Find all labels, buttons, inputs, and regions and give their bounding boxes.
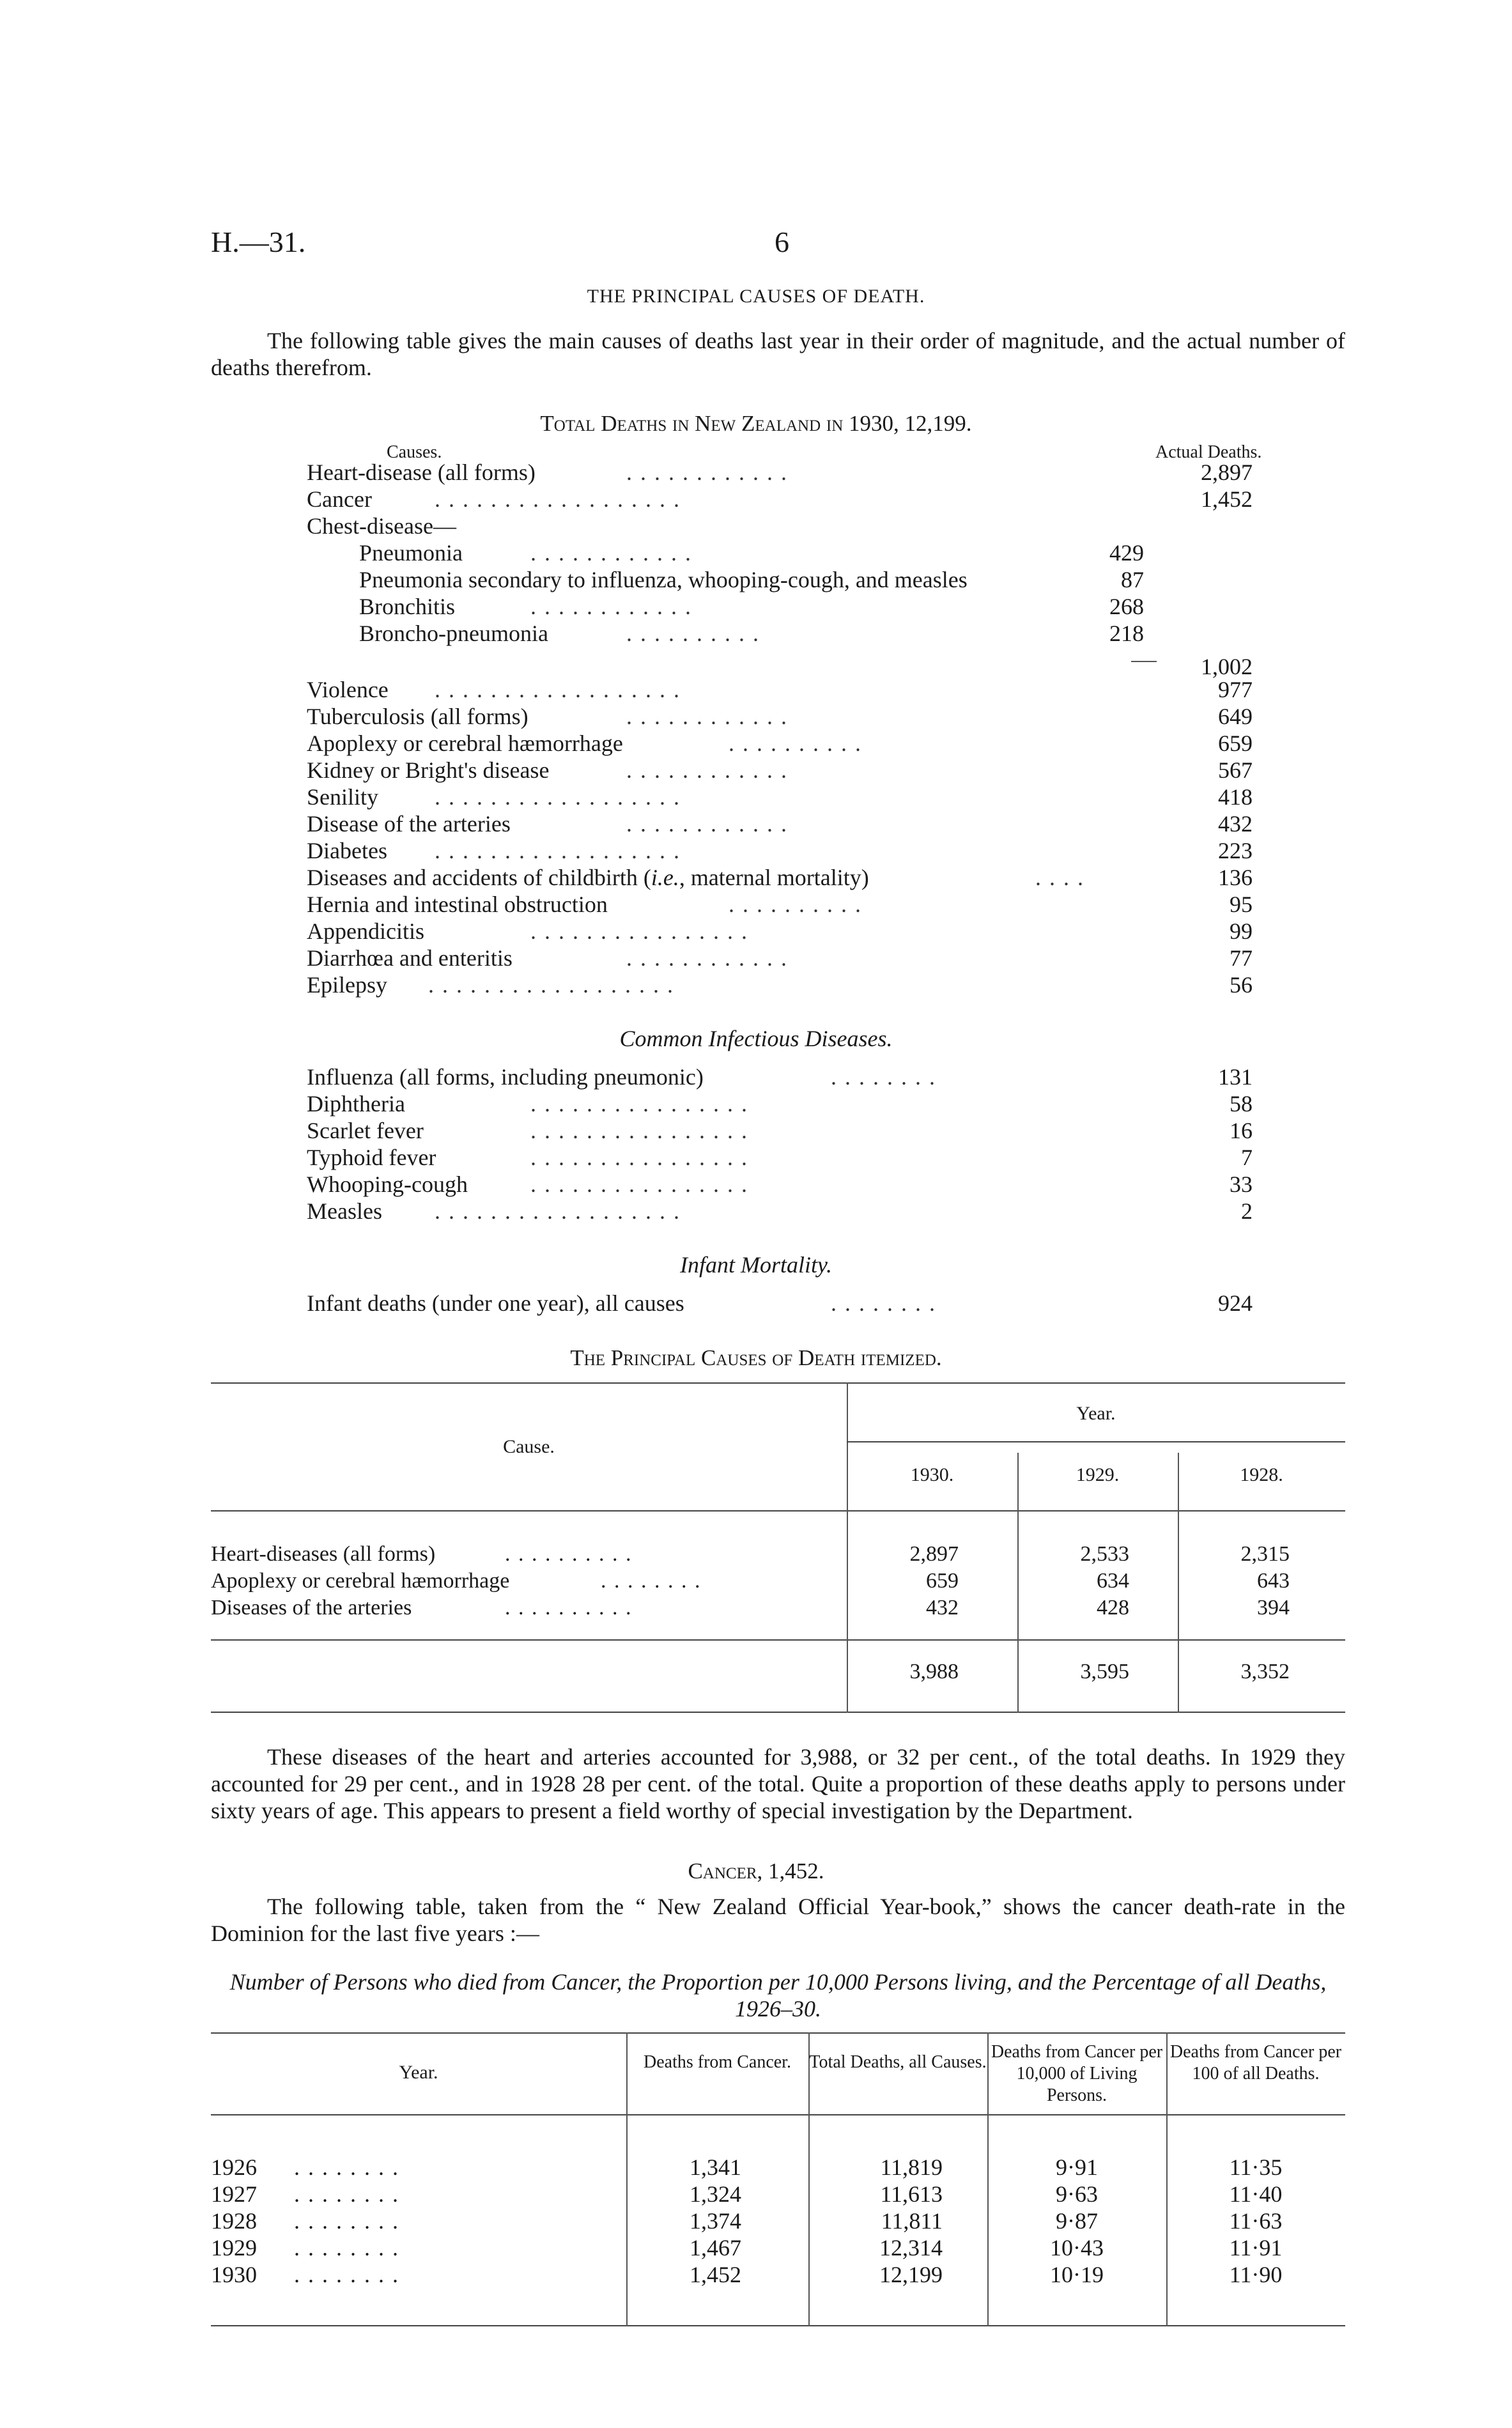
itemized-total: 3,988	[909, 1660, 959, 1683]
cause-value: 99	[1230, 918, 1253, 944]
cause-label: Hernia and intestinal obstruction	[307, 892, 608, 917]
cause-value: 56	[1230, 972, 1253, 998]
leader-dots: . . . . . . . . . .	[626, 621, 760, 646]
leader-dots: . . . . . . . . . . . . . . . . . .	[435, 677, 681, 702]
actual-deaths-column-header: Actual Deaths.	[1155, 442, 1262, 462]
total-deaths-value: 12,314	[879, 2235, 943, 2261]
rate-per-100-value: 11·91	[1229, 2235, 1283, 2261]
infectious-row	[307, 1144, 1253, 1171]
cause-row	[307, 757, 1253, 784]
cause-label: Scarlet fever	[307, 1118, 424, 1143]
cause-label: Heart-disease (all forms)	[307, 460, 536, 485]
cancer-year: 1930	[211, 2262, 257, 2287]
cause-row	[307, 945, 1253, 971]
cause-subrow	[307, 620, 1253, 647]
cancer-table	[211, 2032, 1345, 2326]
rate-per-10000-value: 10·19	[1050, 2262, 1104, 2287]
itemized-table	[211, 1382, 1345, 1713]
cause-value: 16	[1230, 1118, 1253, 1143]
cause-value: 924	[1218, 1290, 1253, 1316]
itemized-value: 643	[1257, 1569, 1290, 1593]
rate-per-10000-column-header: Deaths from Cancer per 10,000 of Living Persons.	[991, 2042, 1163, 2105]
cause-value: 33	[1230, 1171, 1253, 1197]
leader-dots: . . . . . . . . . .	[505, 1542, 633, 1566]
cancer-year: 1928	[211, 2208, 257, 2234]
cause-row	[307, 837, 1253, 864]
label-part: , maternal mortality)	[679, 865, 869, 890]
cancer-deaths-column-header: Deaths from Cancer.	[644, 2052, 791, 2072]
label-part: Diseases and accidents of childbirth (	[307, 865, 651, 890]
leader-dots: . . . . . . . . . . . . . . . . . .	[435, 784, 681, 810]
total-deaths-value: 12,199	[879, 2262, 943, 2287]
year-column-header: Year.	[399, 2062, 438, 2083]
cause-label: Measles	[307, 1198, 382, 1224]
cause-value: 659	[1218, 731, 1253, 756]
year-header-1928: 1928.	[1240, 1464, 1283, 1485]
cause-value: 567	[1218, 757, 1253, 783]
cancer-table-caption: Number of Persons who died from Cancer, the Proportion per 10,000 Persons living, and the Percentage of all Deaths, 1926–30.	[229, 1969, 1327, 2022]
cause-value: 136	[1218, 865, 1253, 890]
year-header-1930: 1930.	[910, 1464, 954, 1485]
itemized-row-label: Diseases of the arteries	[211, 1596, 412, 1620]
rate-per-100-value: 11·35	[1229, 2154, 1283, 2180]
leader-dots: . . . . . . . .	[831, 1064, 936, 1090]
page-number: 6	[775, 226, 789, 258]
cause-label: Epilepsy	[307, 972, 387, 998]
table-rule	[211, 1712, 1345, 1713]
cause-label: Diabetes	[307, 838, 387, 863]
cause-label: Tuberculosis (all forms)	[307, 704, 528, 729]
cause-value: 432	[1218, 811, 1253, 837]
cause-value: 1,452	[1201, 486, 1253, 512]
total-deaths-column-header: Total Deaths, all Causes.	[809, 2052, 987, 2072]
itemized-total: 3,352	[1240, 1660, 1290, 1683]
cause-label: Bronchitis	[359, 594, 455, 619]
year-header-1929: 1929.	[1076, 1464, 1120, 1485]
leader-dots: . . . . . . . . . . . .	[530, 594, 692, 619]
cause-row	[307, 784, 1253, 810]
rate-per-10000-value: 10·43	[1050, 2235, 1104, 2261]
cause-subrow	[307, 539, 1253, 566]
total-deaths-value: 11,811	[881, 2208, 943, 2234]
infectious-row	[307, 1063, 1253, 1090]
cause-label: Diarrhœa and enteritis	[307, 945, 513, 971]
cause-value: 58	[1230, 1091, 1253, 1117]
rate-per-10000-value: 9·63	[1056, 2181, 1098, 2207]
infectious-row	[307, 1198, 1253, 1225]
leader-dots: . . . . . . . . . . . . . . . .	[530, 1091, 748, 1117]
leader-dots: . . . . . . . . . . . . . . . .	[530, 1145, 748, 1170]
page-reference: H.—31.	[211, 226, 306, 258]
cause-label: Whooping-cough	[307, 1171, 468, 1197]
cause-row	[307, 891, 1253, 918]
infectious-row	[307, 1117, 1253, 1144]
leader-dots: . . . . . . . . . .	[729, 892, 862, 917]
leader-dots: . . . .	[1035, 865, 1084, 890]
cause-label: Senility	[307, 784, 379, 810]
cause-row	[307, 918, 1253, 945]
itemized-value: 2,533	[1080, 1542, 1129, 1566]
infectious-diseases-heading: Common Infectious Diseases.	[619, 1026, 893, 1051]
cause-label: Typhoid fever	[307, 1145, 436, 1170]
leader-dots: . . . . . . . . . . . .	[626, 811, 788, 837]
cause-value: 2,897	[1201, 460, 1253, 485]
cause-value: 87	[1121, 567, 1144, 592]
cause-value: 268	[1109, 594, 1144, 619]
cancer-deaths-value: 1,467	[690, 2235, 741, 2261]
table-rule	[211, 2032, 1345, 2034]
sum-rule	[1131, 661, 1157, 662]
cause-row	[307, 730, 1253, 757]
leader-dots: . . . . . . . . . . . . . . . .	[530, 918, 748, 944]
causes-column-header: Causes.	[387, 442, 442, 462]
leader-dots: . . . . . . . . . . . . . . . .	[530, 1118, 748, 1143]
itemized-value: 394	[1257, 1596, 1290, 1620]
cause-value: 223	[1218, 838, 1253, 863]
cause-label	[307, 864, 869, 891]
cancer-deaths-value: 1,452	[690, 2262, 741, 2287]
total-deaths-value: 11,819	[880, 2154, 943, 2180]
leader-dots: . . . . . . . . . . . . . . . . . .	[435, 1198, 681, 1224]
cause-value: 649	[1218, 704, 1253, 729]
cause-row	[307, 703, 1253, 730]
cancer-year: 1929	[211, 2235, 257, 2261]
year-column-header: Year.	[1076, 1403, 1116, 1424]
leader-dots: . . . . . . . . . . . . . . . . . .	[435, 486, 681, 512]
cause-row	[307, 810, 1253, 837]
leader-dots: . . . . . . . . . . . . . . . . . .	[428, 972, 674, 998]
cause-label: Apoplexy or cerebral hæmorrhage	[307, 731, 623, 756]
leader-dots: . . . . . . . . . . . .	[530, 540, 692, 566]
cause-label: Violence	[307, 677, 389, 702]
leader-dots: . . . . . . . .	[294, 2181, 399, 2207]
leader-dots: . . . . . . . .	[601, 1569, 702, 1593]
cause-label: Pneumonia secondary to influenza, whooping-cough, and measles	[359, 567, 968, 592]
cause-subrow	[307, 566, 1253, 593]
cause-label: Diphtheria	[307, 1091, 405, 1117]
infectious-row	[307, 1171, 1253, 1198]
cancer-deaths-value: 1,324	[690, 2181, 741, 2207]
cause-value: 218	[1109, 621, 1144, 646]
chest-total-value: 1,002	[1201, 654, 1253, 679]
leader-dots: . . . . . . . . . . . .	[626, 460, 788, 485]
cancer-year: 1927	[211, 2181, 257, 2207]
cause-label: Cancer	[307, 486, 372, 512]
cancer-deaths-value: 1,374	[690, 2208, 741, 2234]
itemized-row-label: Apoplexy or cerebral hæmorrhage	[211, 1569, 510, 1593]
cancer-deaths-value: 1,341	[690, 2154, 741, 2180]
cause-value: 418	[1218, 784, 1253, 810]
leader-dots: . . . . . . . . . . . .	[626, 704, 788, 729]
rate-per-100-value: 11·40	[1229, 2181, 1283, 2207]
cause-label: Infant deaths (under one year), all causes	[307, 1290, 684, 1316]
table-rule	[211, 2325, 1345, 2326]
infant-mortality-heading: Infant Mortality.	[680, 1252, 832, 1278]
cause-value: 131	[1218, 1064, 1253, 1090]
cause-value: 7	[1241, 1145, 1253, 1170]
rate-per-100-value: 11·90	[1229, 2262, 1283, 2287]
itemized-value: 659	[926, 1569, 959, 1593]
leader-dots: . . . . . . . . . . . .	[626, 945, 788, 971]
rate-per-100-value: 11·63	[1229, 2208, 1283, 2234]
itemized-value: 634	[1097, 1569, 1129, 1593]
cancer-year: 1926	[211, 2154, 257, 2180]
itemized-table-title: The Principal Causes of Death itemized.	[570, 1345, 942, 1370]
total-deaths-title: Total Deaths in New Zealand in 1930, 12,199.	[540, 411, 972, 436]
cause-value: 2	[1241, 1198, 1253, 1224]
total-deaths-value: 11,613	[880, 2181, 943, 2207]
infectious-row	[307, 1090, 1253, 1117]
leader-dots: . . . . . . . . . .	[505, 1596, 633, 1620]
itemized-value: 428	[1097, 1596, 1129, 1620]
itemized-value: 2,897	[909, 1542, 959, 1566]
leader-dots: . . . . . . . .	[294, 2235, 399, 2261]
cause-row	[307, 459, 1253, 486]
label-italic: i.e.	[651, 865, 679, 890]
leader-dots: . . . . . . . .	[294, 2208, 399, 2234]
cause-value: 95	[1230, 892, 1253, 917]
rate-per-100-column-header: Deaths from Cancer per 100 of all Deaths.	[1169, 2042, 1342, 2084]
cause-row	[307, 486, 1253, 513]
leader-dots: . . . . . . . . . . . . . . . .	[530, 1171, 748, 1197]
rate-per-10000-value: 9·91	[1056, 2154, 1098, 2180]
cause-row	[307, 864, 1253, 891]
cause-row	[307, 513, 1253, 539]
cause-label: Chest-disease—	[307, 513, 456, 539]
cause-value: 977	[1218, 677, 1253, 702]
intro-paragraph: The following table gives the main causes of deaths last year in their order of magnitude, and the actual number of deaths therefrom.	[211, 328, 1345, 380]
leader-dots: . . . . . . . .	[294, 2262, 399, 2287]
cause-label: Broncho-pneumonia	[359, 621, 548, 646]
cause-value: 429	[1109, 540, 1144, 566]
leader-dots: . . . . . . . . . . . . . . . . . .	[435, 838, 681, 863]
table-rule	[211, 1382, 1345, 1384]
leader-dots: . . . . . . . .	[294, 2154, 399, 2180]
cause-column-header: Cause.	[503, 1436, 555, 1457]
cause-row	[307, 676, 1253, 703]
table-rule	[211, 2114, 1345, 2115]
cause-label: Appendicitis	[307, 918, 424, 944]
leader-dots: . . . . . . . . . .	[729, 731, 862, 756]
cancer-title: Cancer, 1,452.	[688, 1859, 824, 1883]
itemized-row-label: Heart-diseases (all forms)	[211, 1542, 436, 1566]
cause-label: Influenza (all forms, including pneumonic)	[307, 1064, 704, 1090]
chest-total-row	[307, 647, 1253, 679]
cause-value: 77	[1230, 945, 1253, 971]
itemized-total: 3,595	[1080, 1660, 1129, 1683]
table-rule	[211, 1639, 1345, 1641]
leader-dots: . . . . . . . .	[831, 1290, 936, 1316]
cause-label: Kidney or Bright's disease	[307, 757, 550, 783]
cancer-paragraph: The following table, taken from the “ New Zealand Official Year-book,” shows the cancer death-rate in the Dominion for the last five years :—	[211, 1894, 1345, 1946]
table-rule	[211, 1510, 1345, 1512]
cause-label: Pneumonia	[359, 540, 463, 566]
cause-row	[307, 971, 1253, 998]
infant-row	[307, 1290, 1253, 1317]
cause-subrow	[307, 593, 1253, 620]
leader-dots: . . . . . . . . . . . .	[626, 757, 788, 783]
itemized-value: 432	[926, 1596, 959, 1620]
rate-per-10000-value: 9·87	[1056, 2208, 1098, 2234]
table-rule	[847, 1441, 1345, 1442]
cause-label: Disease of the arteries	[307, 811, 511, 837]
heart-disease-paragraph: These diseases of the heart and arteries accounted for 3,988, or 32 per cent., of the total deaths. In 1929 they accounted for 29 per cent., and in 1928 28 per cent. of the total. Quite a proportion of these deaths apply to persons under sixty years of age. This appears to present a field worthy of special investigation by the Department.	[211, 1744, 1345, 1823]
section-title: THE PRINCIPAL CAUSES OF DEATH.	[587, 286, 925, 307]
itemized-value: 2,315	[1240, 1542, 1290, 1566]
